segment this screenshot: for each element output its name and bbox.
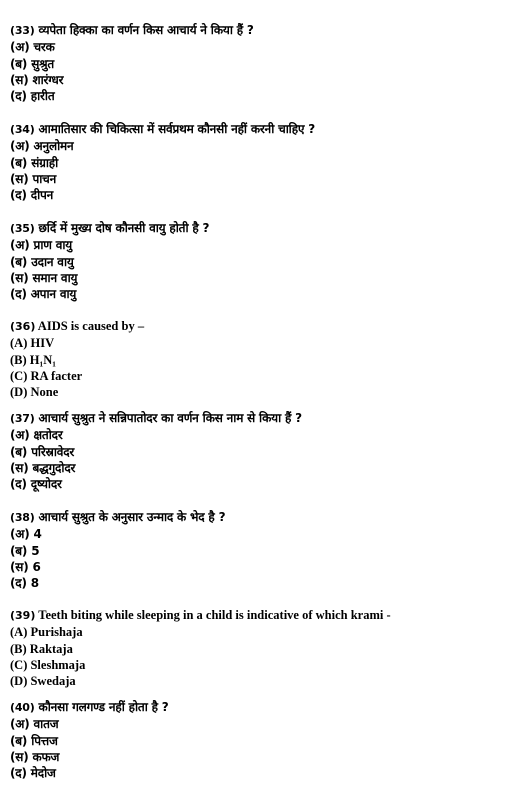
option-a: (अ) प्राण वायु	[10, 238, 73, 253]
question-36	[10, 318, 505, 400]
option-d: (D) Swedaja	[10, 674, 76, 689]
question-text	[10, 220, 505, 237]
option-b: (ब) परिस्रावेदर	[10, 444, 75, 459]
option-c: (C) RA facter	[10, 368, 83, 383]
question-stem: AIDS is caused by –	[35, 319, 145, 333]
question-number: (37)	[10, 412, 35, 425]
question-37	[10, 410, 505, 492]
option-c: (स) बद्धगुदोदर	[10, 460, 76, 475]
question-34	[10, 121, 505, 203]
option-c: (स) 6	[10, 559, 41, 574]
option-d: (द) दीपन	[10, 188, 54, 203]
option-b: (B) H₁N₁	[10, 352, 57, 367]
question-number: (35)	[10, 222, 35, 235]
option-b: (ब) सुश्रुत	[10, 56, 55, 71]
question-number: (39)	[10, 609, 36, 622]
question-text	[10, 699, 505, 716]
question-number: (38)	[10, 511, 35, 524]
question-stem: छर्दि में मुख्य दोष कौनसी वायु होती है ?	[38, 221, 210, 235]
question-stem: आचार्य सुश्रुत के अनुसार उन्माद के भेद है ?	[38, 510, 226, 524]
option-b: (ब) उदान वायु	[10, 254, 74, 269]
option-a: (A) Purishaja	[10, 625, 83, 640]
question-text	[10, 22, 505, 39]
option-d: (D) None	[10, 385, 59, 400]
question-stem: व्यपेता हिक्का का वर्णन किस आचार्य ने किया हैं ?	[38, 23, 254, 37]
question-number: (33)	[10, 24, 35, 37]
option-b: (B) Raktaja	[10, 641, 73, 656]
option-b: (ब) 5	[10, 543, 40, 558]
question-38	[10, 509, 505, 591]
option-d: (द) दूष्योदर	[10, 477, 62, 492]
option-d: (द) अपान वायु	[10, 287, 77, 302]
option-a: (अ) अनुलोमन	[10, 139, 74, 154]
option-d: (द) मेदोज	[10, 766, 56, 781]
option-d: (द) हारीत	[10, 89, 55, 104]
question-39	[10, 607, 505, 689]
question-text	[10, 410, 505, 427]
option-c: (C) Sleshmaja	[10, 657, 86, 672]
option-a: (अ) क्षतोदर	[10, 428, 63, 443]
question-stem: आमातिसार की चिकित्सा में सर्वप्रथम कौनसी नहीं करनी चाहिए ?	[38, 122, 316, 136]
question-number: (34)	[10, 123, 35, 136]
question-35	[10, 220, 505, 302]
question-text	[10, 509, 505, 526]
option-c: (स) शारंग्धर	[10, 72, 64, 87]
option-b: (ब) पित्तज	[10, 733, 58, 748]
option-c: (स) कफज	[10, 749, 60, 764]
option-c: (स) पाचन	[10, 171, 57, 186]
option-a: (अ) वातज	[10, 717, 59, 732]
option-b: (ब) संग्राही	[10, 155, 59, 170]
question-40	[10, 699, 505, 781]
option-c: (स) समान वायु	[10, 270, 78, 285]
question-number: (36)	[10, 320, 36, 333]
question-text	[10, 121, 505, 138]
question-stem: आचार्य सुश्रुत ने सन्निपातोदर का वर्णन किस नाम से किया हैं ?	[38, 411, 302, 425]
option-a: (अ) चरक	[10, 40, 55, 55]
question-33	[10, 22, 505, 104]
question-stem: कौनसा गलगण्ड नहीं होता है ?	[38, 700, 169, 714]
option-d: (द) 8	[10, 576, 39, 591]
option-a: (अ) 4	[10, 527, 42, 542]
question-stem: Teeth biting while sleeping in a child is indicative of which krami -	[35, 608, 391, 622]
option-a: (A) HIV	[10, 336, 55, 351]
question-text	[10, 607, 505, 624]
question-number: (40)	[10, 701, 35, 714]
question-text	[10, 318, 505, 335]
